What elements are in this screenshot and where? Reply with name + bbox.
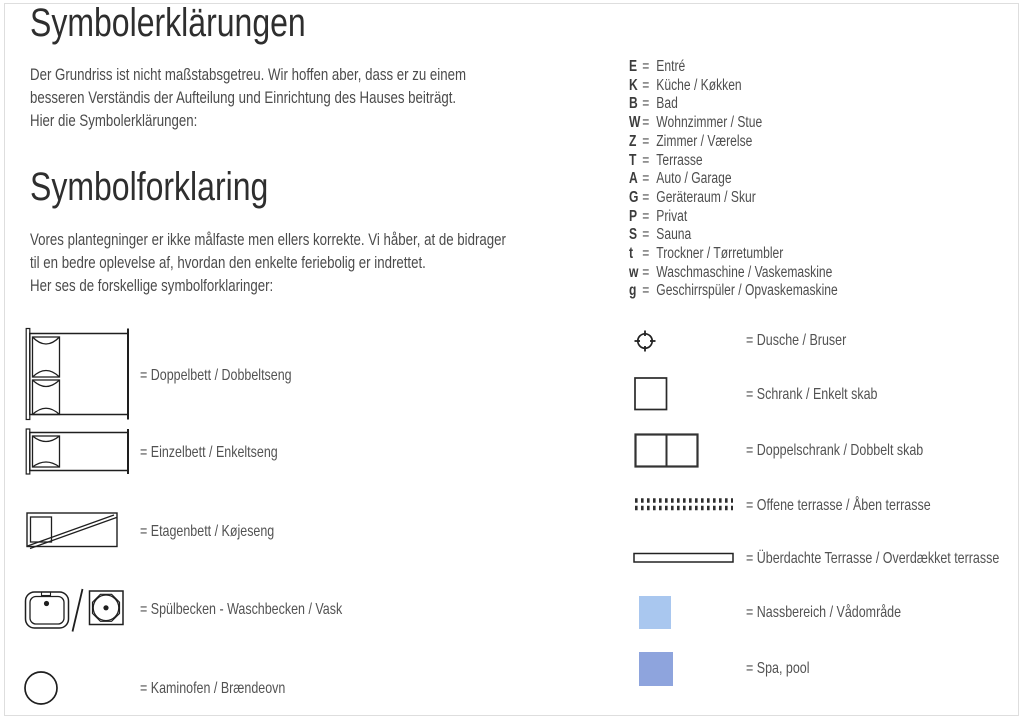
single-cabinet-icon [634, 377, 668, 411]
abbreviation-label: Bad [656, 95, 678, 113]
abbreviation-letter: B [629, 95, 638, 113]
abbreviation-row [629, 77, 838, 96]
abbreviation-label: Entré [656, 58, 686, 75]
abbreviation-letter: E [629, 58, 638, 75]
shower-icon [631, 327, 659, 355]
abbreviation-row [629, 114, 838, 133]
page-title-danish: Symbolforklaring [30, 165, 269, 209]
abbreviation-row [629, 95, 838, 114]
intro-paragraph-german [30, 63, 466, 132]
equals-sign: = [642, 263, 650, 281]
abbreviation-letter: W [629, 114, 641, 132]
equals-sign: = [642, 151, 650, 169]
covered-terrace-label: = Überdachte Terrasse / Overdækket terrasse [746, 550, 1000, 567]
abbreviation-label: Geschirrspüler / Opvaskemaskine [656, 282, 838, 300]
single-bed-icon [25, 427, 131, 476]
intro-da-line-1: Vores plantegninger er ikke målfaste men ellers korrekte. Vi håber, at de bidrager [30, 230, 506, 249]
wet-area-icon [639, 596, 671, 629]
abbreviation-label: Geräteraum / Skur [656, 188, 756, 206]
equals-sign: = [642, 226, 650, 244]
covered-terrace-icon [633, 552, 735, 564]
abbreviation-label: Auto / Garage [656, 170, 732, 188]
single-bed-label: = Einzelbett / Enkeltseng [140, 444, 278, 461]
abbreviation-row [629, 226, 838, 245]
abbreviation-row [629, 208, 838, 227]
abbreviation-letter: Z [629, 132, 637, 150]
abbreviation-letter: A [629, 170, 638, 188]
abbreviation-row [629, 264, 838, 283]
abbreviation-letter: G [629, 188, 639, 206]
abbreviation-label: Sauna [656, 226, 692, 244]
abbreviation-row [629, 245, 838, 264]
equals-sign: = [642, 170, 650, 188]
abbreviation-row [629, 189, 838, 208]
double-cabinet-label: = Doppelschrank / Dobbelt skab [746, 442, 924, 459]
shower-label: = Dusche / Bruser [746, 332, 847, 349]
abbreviation-letter: w [629, 263, 639, 281]
wood-stove-label: = Kaminofen / Brændeovn [140, 680, 286, 697]
abbreviation-label: Trockner / Tørretumbler [656, 245, 784, 263]
abbreviation-row [629, 170, 838, 189]
wood-stove-icon [23, 670, 59, 706]
abbreviation-label: Privat [656, 207, 688, 225]
intro-da-line-2: til en bedre oplevelse af, hvordan den enkelte feriebolig er indrettet. [30, 253, 426, 272]
abbreviation-letter: T [629, 151, 637, 169]
intro-de-line-3: Hier die Symbolerklärungen: [30, 111, 198, 130]
double-bed-icon [25, 327, 131, 421]
equals-sign: = [642, 188, 650, 206]
double-bed-label: = Doppelbett / Dobbeltseng [140, 367, 292, 384]
abbreviation-list [629, 58, 838, 301]
spa-pool-icon [639, 652, 673, 686]
abbreviation-letter: t [629, 245, 634, 263]
equals-sign: = [642, 282, 650, 300]
wet-area-label: = Nassbereich / Vådområde [746, 604, 902, 621]
abbreviation-row [629, 282, 838, 301]
equals-sign: = [642, 58, 650, 75]
spa-pool-label: = Spa, pool [746, 660, 810, 677]
abbreviation-label: Terrasse [656, 151, 703, 169]
open-terrace-icon [633, 497, 735, 512]
abbreviation-row [629, 58, 838, 77]
bunk-bed-label: = Etagenbett / Køjeseng [140, 523, 275, 540]
sink-washbasin-label: = Spülbecken - Waschbecken / Vask [140, 601, 343, 618]
intro-da-line-3: Her ses de forskellige symbolforklaringer: [30, 276, 274, 295]
abbreviation-letter: S [629, 226, 638, 244]
abbreviation-letter: g [629, 282, 637, 300]
double-cabinet-icon [634, 433, 700, 469]
wet-area-swatch [639, 596, 671, 629]
bunk-bed-icon [26, 511, 119, 550]
equals-sign: = [642, 76, 650, 94]
single-cabinet-label: = Schrank / Enkelt skab [746, 386, 878, 403]
equals-sign: = [642, 207, 650, 225]
spa-pool-swatch [639, 652, 673, 686]
abbreviation-letter: P [629, 207, 638, 225]
abbreviation-label: Wohnzimmer / Stue [656, 114, 763, 132]
intro-de-line-1: Der Grundriss ist nicht maßstabsgetreu. Wir hoffen aber, dass er zu einem [30, 65, 467, 84]
abbreviation-row [629, 133, 838, 152]
equals-sign: = [642, 95, 650, 113]
abbreviation-row [629, 152, 838, 171]
intro-paragraph-danish [30, 228, 506, 297]
equals-sign: = [642, 114, 650, 132]
abbreviation-letter: K [629, 76, 638, 94]
abbreviation-label: Waschmaschine / Vaskemaskine [656, 263, 833, 281]
abbreviation-label: Küche / Køkken [656, 76, 742, 94]
intro-de-line-2: besseren Verständis der Aufteilung und Einrichtung des Hauses beiträgt. [30, 88, 457, 107]
open-terrace-label: = Offene terrasse / Åben terrasse [746, 497, 931, 514]
equals-sign: = [642, 245, 650, 263]
abbreviation-label: Zimmer / Værelse [656, 132, 753, 150]
sink-washbasin-icon [24, 586, 130, 634]
equals-sign: = [642, 132, 650, 150]
page-title-german: Symbolerklärungen [30, 1, 306, 45]
